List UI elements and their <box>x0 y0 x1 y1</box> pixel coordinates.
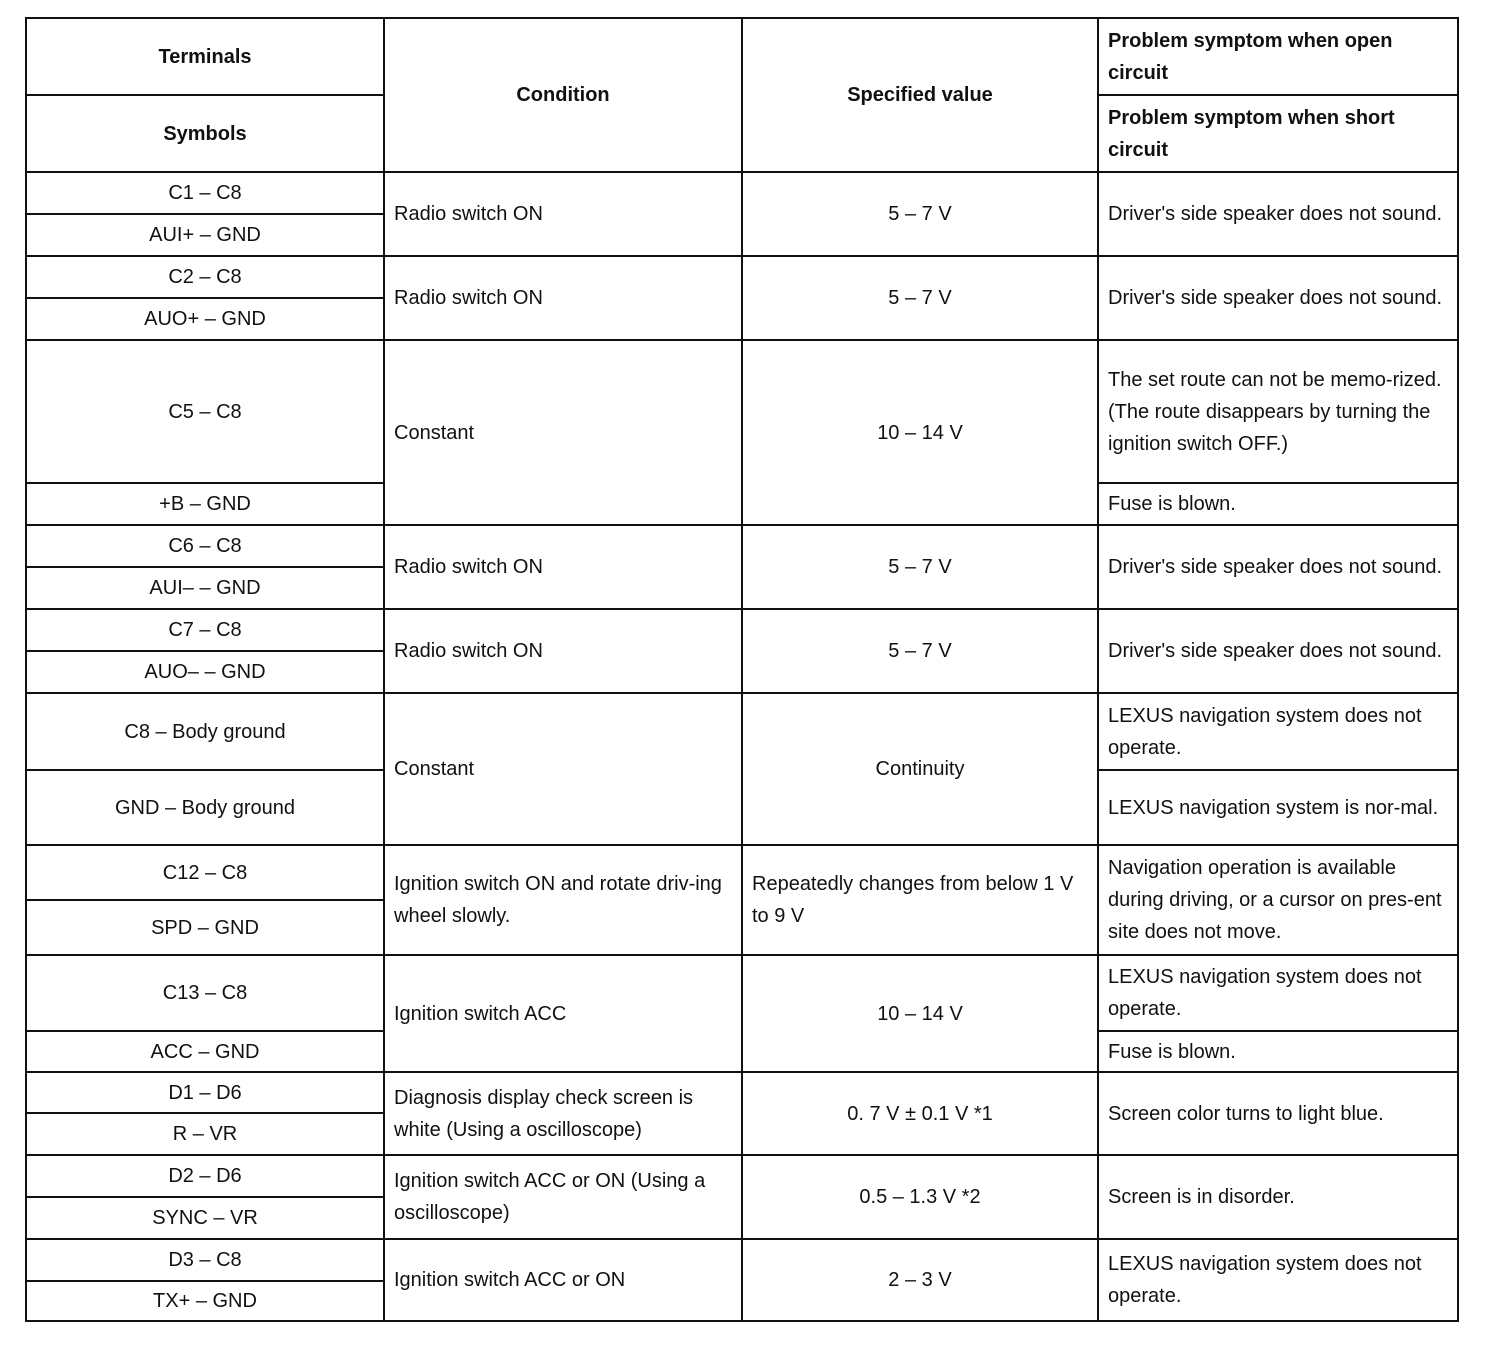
symbols-cell: R – VR <box>26 1113 384 1155</box>
symptom-cell: Screen is in disorder. <box>1098 1155 1458 1239</box>
terminals-cell: D1 – D6 <box>26 1072 384 1113</box>
condition-cell: Radio switch ON <box>384 172 742 256</box>
condition-cell: Ignition switch ACC or ON (Using a oscilloscope) <box>384 1155 742 1239</box>
value-cell: Repeatedly changes from below 1 V to 9 V <box>742 845 1098 955</box>
value-cell: 5 – 7 V <box>742 172 1098 256</box>
value-cell: 2 – 3 V <box>742 1239 1098 1321</box>
value-cell: 5 – 7 V <box>742 256 1098 340</box>
open-symptom-cell: LEXUS navigation system does not operate. <box>1098 955 1458 1031</box>
terminals-cell: C5 – C8 <box>26 340 384 483</box>
terminals-cell: C2 – C8 <box>26 256 384 298</box>
header-short-circuit: Problem symptom when short circuit <box>1098 95 1458 172</box>
condition-cell: Ignition switch ON and rotate driv-ing wheel slowly. <box>384 845 742 955</box>
symptom-cell: Driver's side speaker does not sound. <box>1098 256 1458 340</box>
symbols-cell: SYNC – VR <box>26 1197 384 1239</box>
header-specified-value: Specified value <box>742 18 1098 172</box>
value-cell: Continuity <box>742 693 1098 845</box>
header-terminals: Terminals <box>26 18 384 95</box>
symbols-cell: SPD – GND <box>26 900 384 955</box>
condition-cell: Radio switch ON <box>384 525 742 609</box>
terminals-cell: C6 – C8 <box>26 525 384 567</box>
terminals-cell: C7 – C8 <box>26 609 384 651</box>
symptom-cell: Driver's side speaker does not sound. <box>1098 609 1458 693</box>
condition-cell: Radio switch ON <box>384 256 742 340</box>
symptom-cell: Driver's side speaker does not sound. <box>1098 525 1458 609</box>
symptom-cell: Navigation operation is available during driving, or a cursor on pres-ent site does not move. <box>1098 845 1458 955</box>
value-cell: 5 – 7 V <box>742 609 1098 693</box>
terminals-cell: C1 – C8 <box>26 172 384 214</box>
symbols-cell: AUI– – GND <box>26 567 384 609</box>
symbols-cell: AUI+ – GND <box>26 214 384 256</box>
condition-cell: Radio switch ON <box>384 609 742 693</box>
condition-cell: Ignition switch ACC <box>384 955 742 1072</box>
terminals-cell: D3 – C8 <box>26 1239 384 1281</box>
header-open-circuit: Problem symptom when open circuit <box>1098 18 1458 95</box>
terminals-cell: C12 – C8 <box>26 845 384 900</box>
terminals-cell: C8 – Body ground <box>26 693 384 770</box>
symptom-cell: Driver's side speaker does not sound. <box>1098 172 1458 256</box>
terminals-cell: C13 – C8 <box>26 955 384 1031</box>
symbols-cell: AUO+ – GND <box>26 298 384 340</box>
short-symptom-cell: Fuse is blown. <box>1098 483 1458 525</box>
value-cell: 5 – 7 V <box>742 525 1098 609</box>
symbols-cell: GND – Body ground <box>26 770 384 845</box>
terminals-cell: D2 – D6 <box>26 1155 384 1197</box>
symbols-cell: TX+ – GND <box>26 1281 384 1321</box>
open-symptom-cell: LEXUS navigation system does not operate. <box>1098 693 1458 770</box>
condition-cell: Diagnosis display check screen is white (Using a oscilloscope) <box>384 1072 742 1155</box>
value-cell: 0.5 – 1.3 V *2 <box>742 1155 1098 1239</box>
value-cell: 0. 7 V ± 0.1 V *1 <box>742 1072 1098 1155</box>
header-condition: Condition <box>384 18 742 172</box>
value-cell: 10 – 14 V <box>742 955 1098 1072</box>
short-symptom-cell: Fuse is blown. <box>1098 1031 1458 1072</box>
condition-cell: Ignition switch ACC or ON <box>384 1239 742 1321</box>
short-symptom-cell: LEXUS navigation system is nor-mal. <box>1098 770 1458 845</box>
terminal-spec-table <box>25 17 1459 1322</box>
symptom-cell: LEXUS navigation system does not operate. <box>1098 1239 1458 1321</box>
symbols-cell: AUO– – GND <box>26 651 384 693</box>
condition-cell: Constant <box>384 340 742 525</box>
symbols-cell: ACC – GND <box>26 1031 384 1072</box>
value-cell: 10 – 14 V <box>742 340 1098 525</box>
symptom-cell: Screen color turns to light blue. <box>1098 1072 1458 1155</box>
header-symbols: Symbols <box>26 95 384 172</box>
symbols-cell: +B – GND <box>26 483 384 525</box>
open-symptom-cell: The set route can not be memo-rized. (The route disappears by turning the ignition switch OFF.) <box>1098 340 1458 483</box>
condition-cell: Constant <box>384 693 742 845</box>
